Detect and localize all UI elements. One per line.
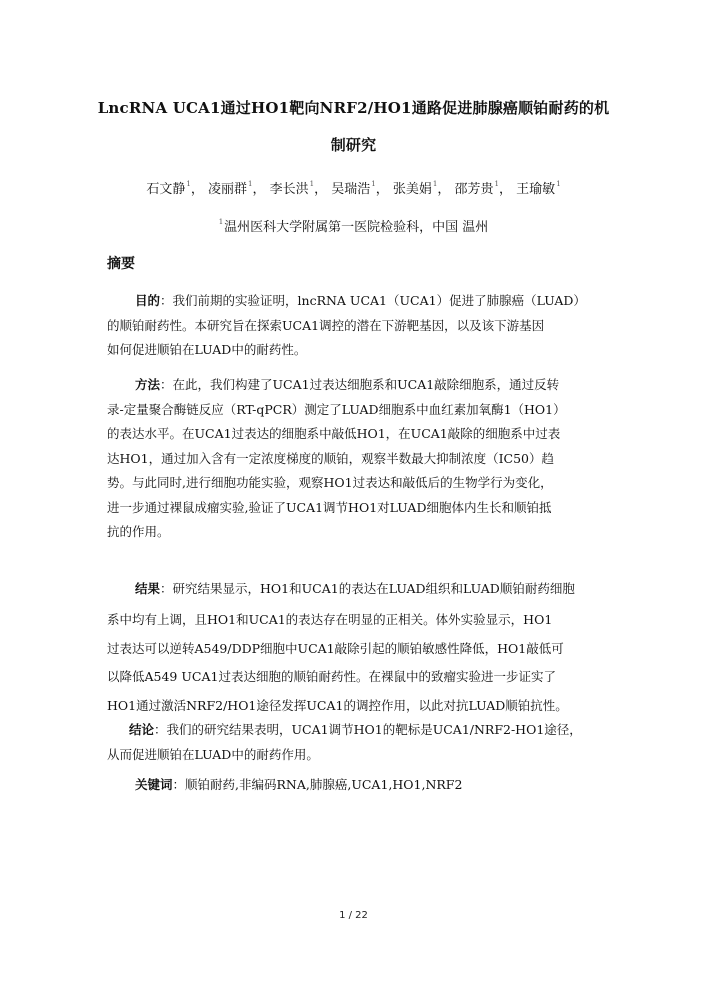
objective-paragraph: 目的：我们前期的实验证明，lncRNA UCA1（UCA1）促进了肺腺癌（LUAD） 的顺铂耐药性。本研究旨在探索UCA1调控的潜在下游靶基因，以及该下游基因 如何促进顺铂在LUAD中的耐药性。	[107, 293, 586, 357]
conclusion-label: 结论	[129, 722, 155, 737]
author: 石文静$^1$，	[146, 180, 204, 197]
methods-paragraph: 方法：在此，我们构建了UCA1过表达细胞系和UCA1敲除细胞系，通过反转 录-定量聚合酶链反应（RT-qPCR）测定了LUAD细胞系中血红素加氧酶1（HO1） 的表达水平。在UCA1过表达的细胞系中敲低HO1，在UCA1敲除的细胞系中过表 达HO1，通过加入含有一定浓度梯度的顺铂，观察半数最大抑制浓度（IC50）趋 势。与此同时,进行细胞功能实验，观察HO1过表达和敲低后的生物学行为变化， 进一步通过裸鼠成瘤实验,验证了UCA1调节HO1对LUAD细胞体内生长和顺铂抵 抗的作用。	[107, 377, 566, 539]
author: 吴瑞浩$^1$，	[331, 180, 389, 197]
paper-title-line-1: LncRNA UCA1通过HO1靶向NRF2/HO1通路促进肺腺癌顺铂耐药的机	[97, 99, 610, 117]
page-number: 1 / 22	[339, 910, 368, 921]
keywords-label: 关键词	[135, 777, 173, 792]
author: 邵芳贵$^1$，	[454, 180, 513, 197]
results-label: 结果	[135, 581, 161, 596]
objective-label: 目的	[135, 293, 161, 308]
author: 张美娟$^1$，	[392, 180, 451, 197]
author: 凌丽群$^1$，	[207, 180, 266, 197]
results-paragraph: 结果：研究结果显示，HO1和UCA1的表达在LUAD组织和LUAD顺铂耐药细胞 系中均有上调，且HO1和UCA1的表达存在明显的正相关。体外实验显示，HO1 过表达可以逆转A549/DDP细胞中UCA1敲除引起的顺铂敏感性降低，HO1敲低可 以降低A549 UCA1过表达细胞的顺铂耐药性。在裸鼠中的致瘤实验进一步证实了 HO1通过激活NRF2/HO1途径发挥UCA1的调控作用，以此对抗LUAD顺铂抗性。	[107, 581, 575, 713]
author-list	[60, 178, 647, 197]
methods-label: 方法	[135, 377, 161, 392]
affiliation: $^1$温州医科大学附属第一医院检验科，中国 温州	[218, 218, 489, 235]
author: 李长洪$^1$，	[269, 180, 328, 197]
author: 王瑜敏$^1$	[516, 180, 561, 197]
paper-title-line-2: 制研究	[330, 136, 377, 154]
conclusion-paragraph: 结论：我们的研究结果表明，UCA1调节HO1的靶标是UCA1/NRF2-HO1途径， 从而促进顺铂在LUAD中的耐药作用。	[107, 722, 582, 762]
abstract-heading: 摘要	[107, 256, 135, 272]
keywords-paragraph: 关键词：顺铂耐药,非编码RNA,肺腺癌,UCA1,HO1,NRF2	[135, 777, 463, 792]
